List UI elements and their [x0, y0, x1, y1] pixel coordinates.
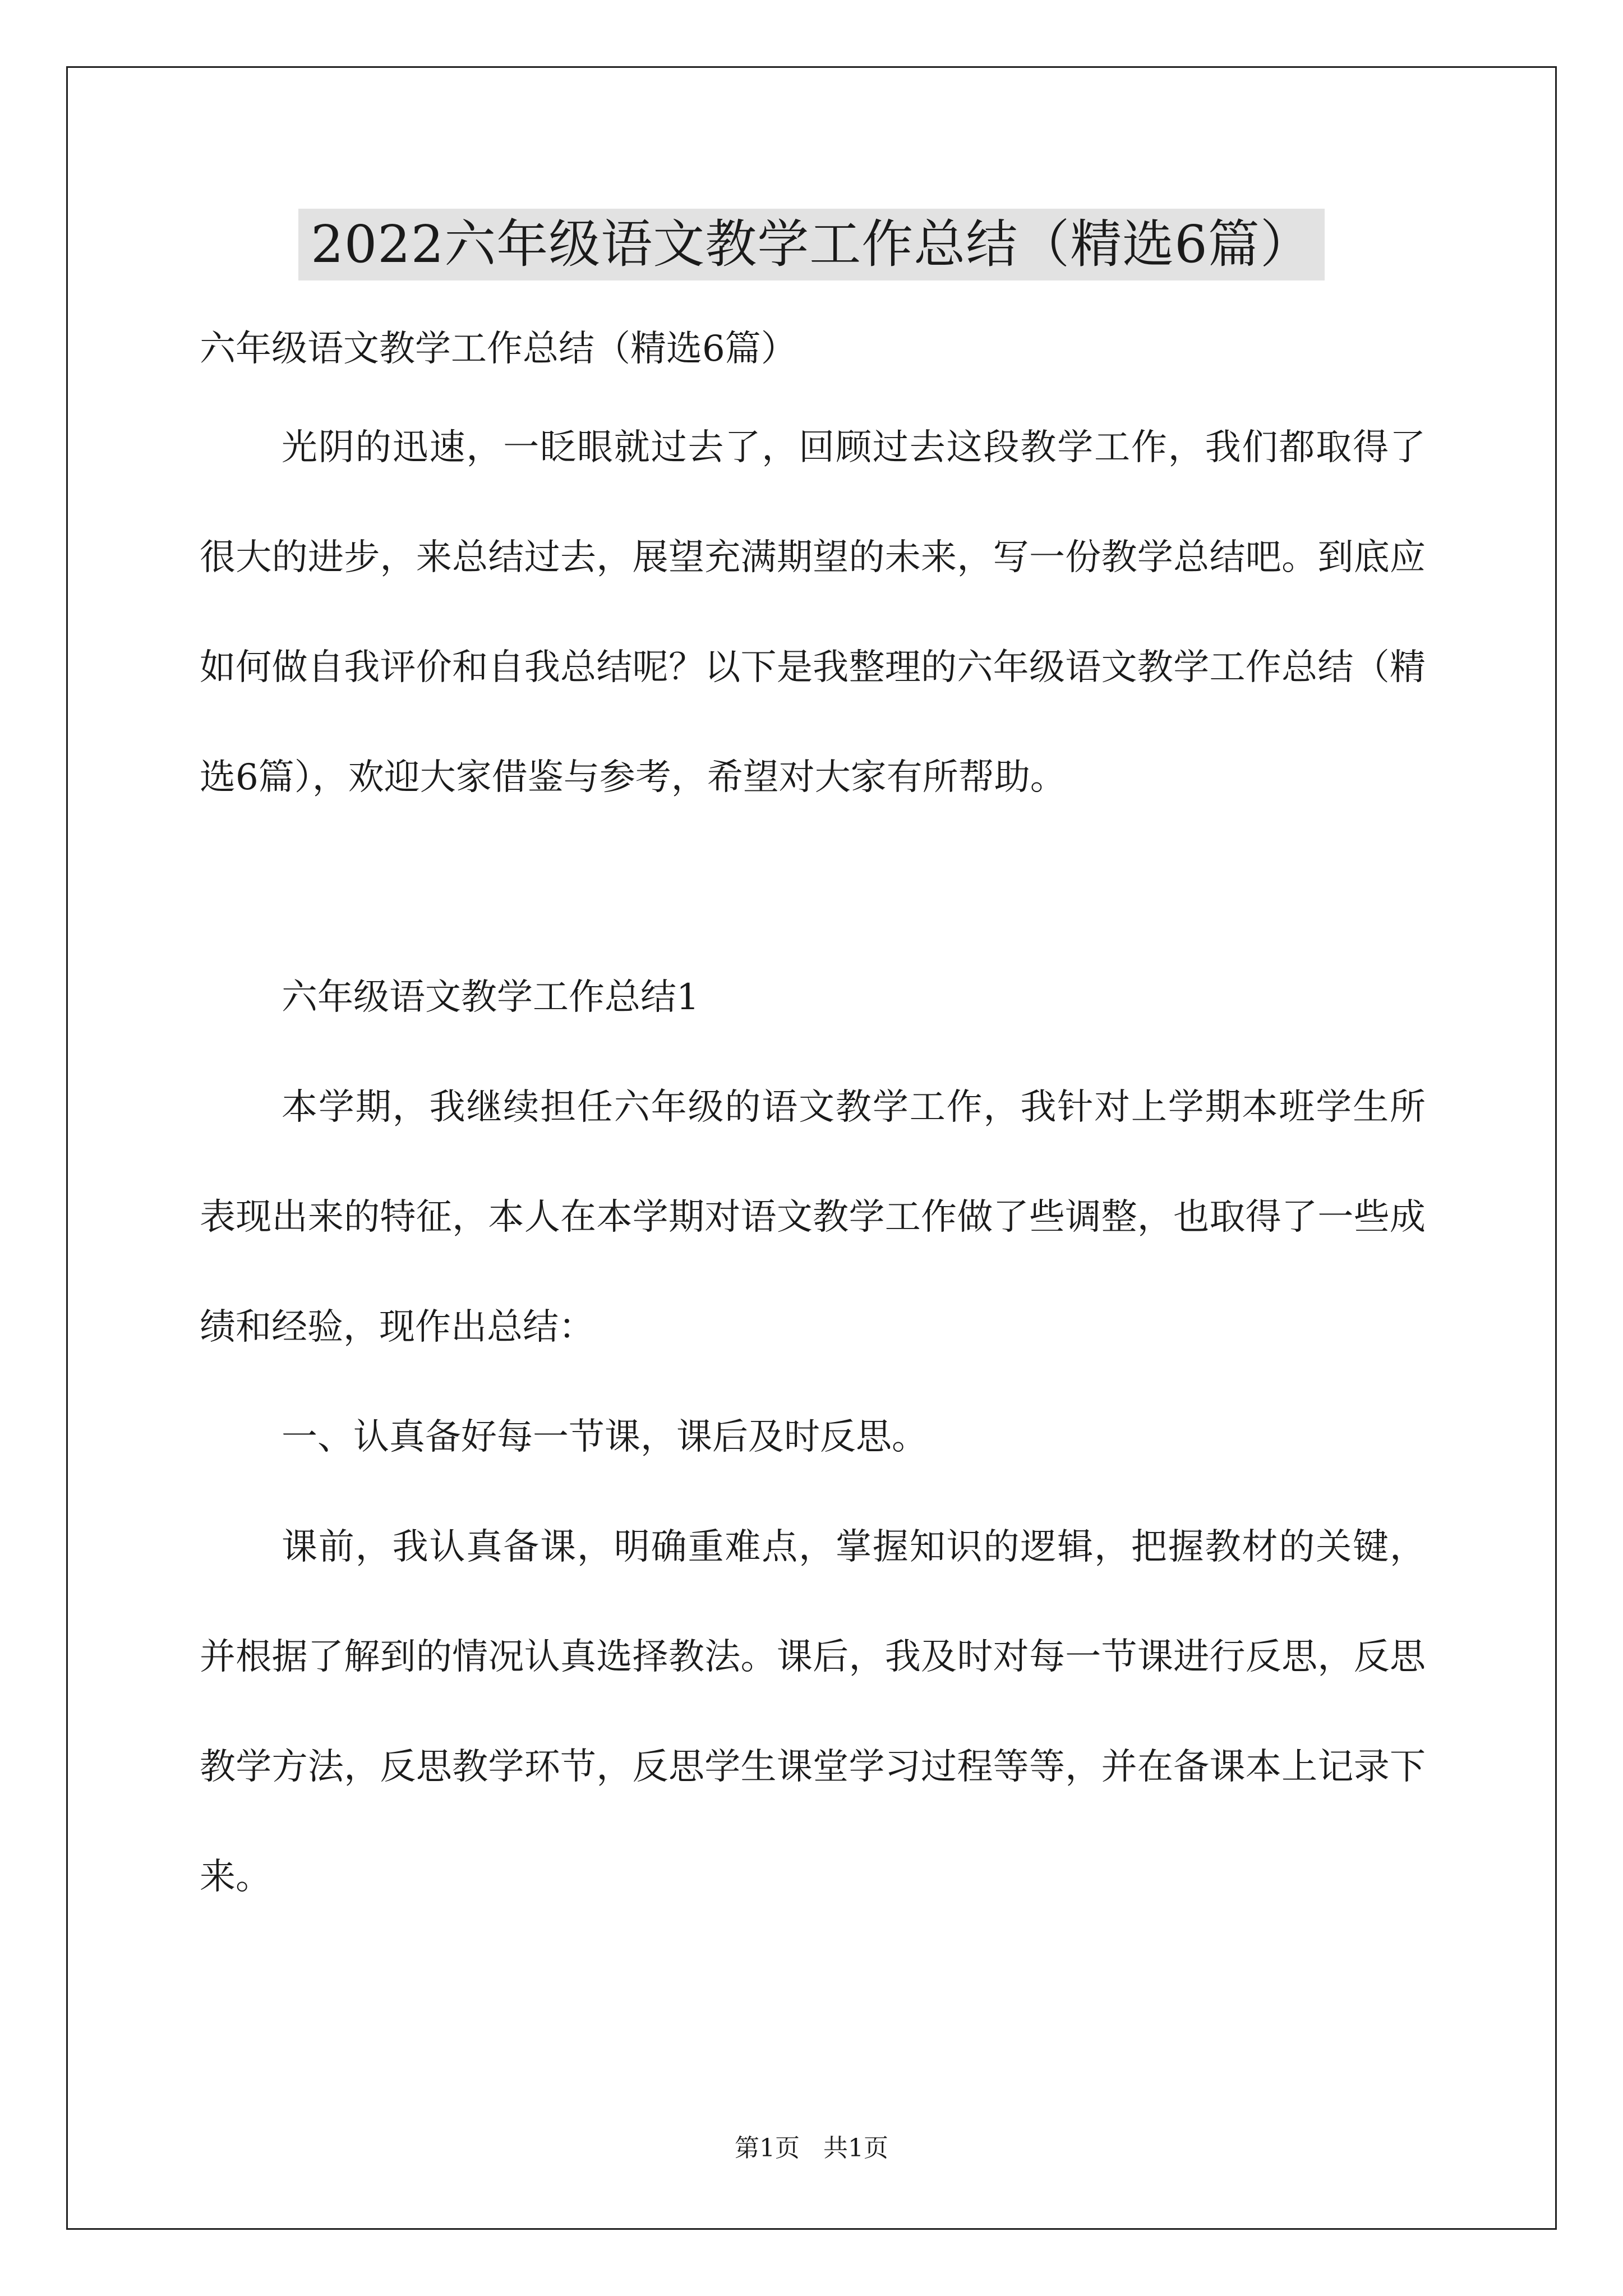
title-container	[0, 209, 1623, 280]
body-paragraph: 本学期，我继续担任六年级的语文教学工作，我针对上学期本班学生所表现出来的特征，本人在本学期对语文教学工作做了些调整，也取得了一些成绩和经验，现作出总结：	[200, 1087, 1426, 1348]
body-paragraph: 课前，我认真备课，明确重难点，掌握知识的逻辑，把握教材的关键，并根据了解到的情况认真选择教法。课后，我及时对每一节课进行反思，反思教学方法，反思教学环节，反思学生课堂学习过程等等，并在备课本上记录下来。	[200, 1526, 1426, 1898]
intro-paragraph: 光阴的迅速，一眨眼就过去了，回顾过去这段教学工作，我们都取得了很大的进步，来总结过去，展望充满期望的未来，写一份教学总结吧。到底应如何做自我评价和自我总结呢？以下是我整理的六年级语文教学工作总结（精选6篇），欢迎大家借鉴与参考，希望对大家有所帮助。	[200, 427, 1426, 798]
paragraph-gap	[200, 832, 1426, 942]
document-body	[200, 313, 1426, 1932]
body-paragraph: 一、认真备好每一节课，课后及时反思。	[282, 1416, 928, 1458]
page-footer: 第1页 共1页	[735, 2134, 888, 2162]
document-subtitle: 六年级语文教学工作总结（精选6篇）	[200, 328, 797, 370]
section-heading: 六年级语文教学工作总结1	[282, 977, 699, 1018]
document-title: 2022六年级语文教学工作总结（精选6篇）	[298, 209, 1325, 280]
